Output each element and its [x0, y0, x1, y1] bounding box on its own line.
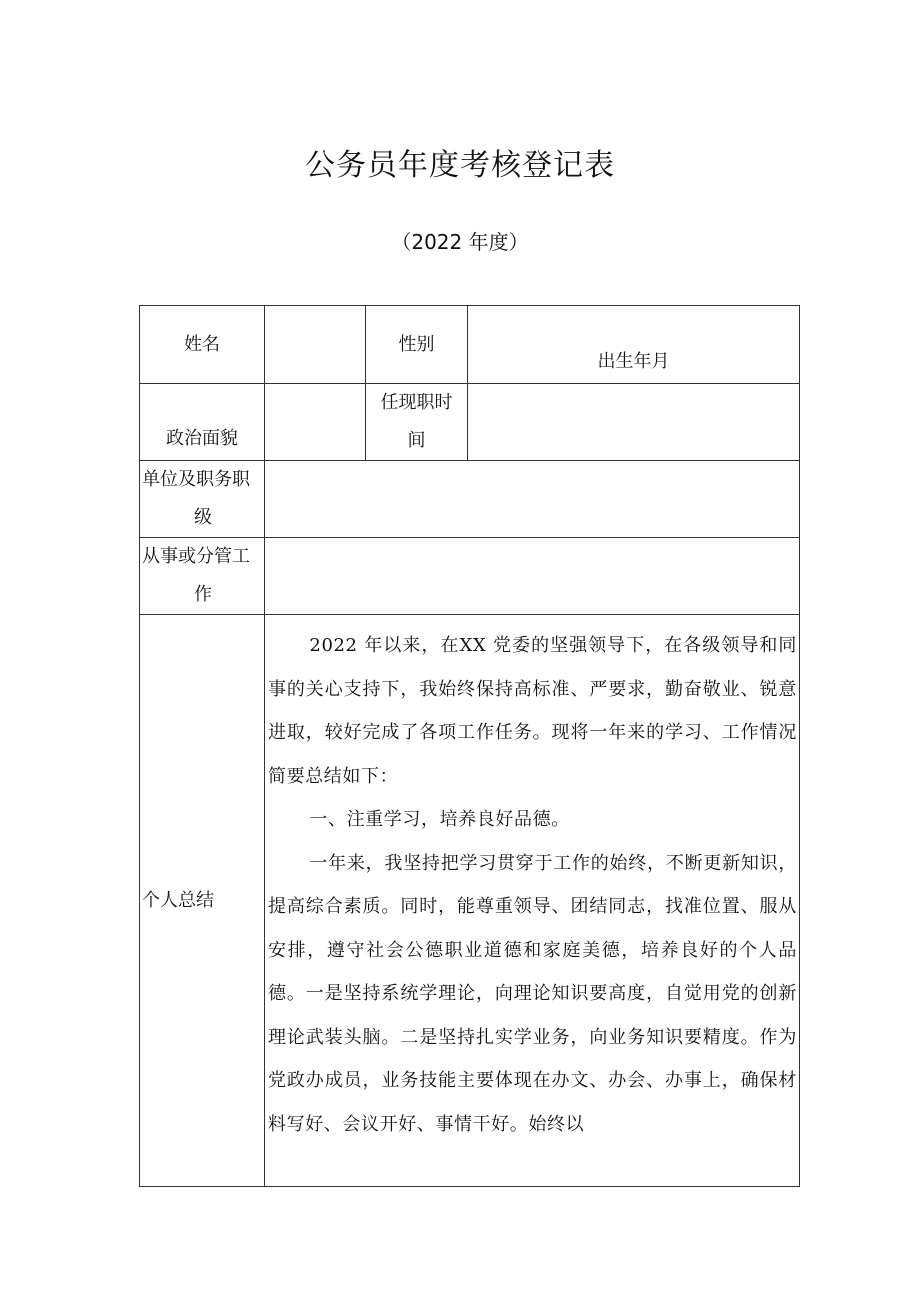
row-work-duties: [140, 538, 800, 615]
summary-paragraph: 一年来，我坚持把学习贯穿于工作的始终，不断更新知识，提高综合素质。同时，能尊重领导、团结同志，找准位置、服从安排，遵守社会公德职业道德和家庭美德，培养良好的个人品德。一是坚持系统学理论，向理论知识要高度，自觉用党的创新理论武装头脑。二是坚持扎实学业务，向业务知识要精度。作为党政办成员，业务技能主要体现在办文、办会、办事上，确保材料写好、会议开好、事情干好。始终以: [268, 852, 797, 1135]
row-personal-summary: [140, 615, 800, 1187]
tenure-label-line1: 任现职时: [380, 392, 453, 413]
summary-paragraph: 2022 年以来，在XX 党委的坚强领导下，在各级领导和同事的关心支持下，我始终保持高标准、严要求，勤奋敬业、锐意进取，较好完成了各项工作任务。现将一年来的学习、工作情况简要总结如下：: [268, 635, 797, 787]
work-duties-field[interactable]: [265, 538, 800, 615]
summary-paragraph: 一、注重学习，培养良好品德。: [309, 809, 570, 830]
document-title: 公务员年度考核登记表: [305, 148, 615, 183]
personal-summary-text[interactable]: [265, 615, 800, 1187]
document-subtitle: （2022 年度）: [391, 230, 529, 254]
political-status-field[interactable]: [265, 384, 366, 461]
gender-label: 性别: [366, 306, 468, 384]
political-status-label: 政治面貌: [140, 384, 265, 461]
birth-date-label: 出生年月: [468, 306, 800, 384]
unit-position-label: [140, 461, 265, 538]
unit-position-field[interactable]: [265, 461, 800, 538]
registration-form-table: [139, 305, 800, 1187]
personal-summary-label: 个人总结: [140, 615, 265, 1187]
tenure-field[interactable]: [468, 384, 800, 461]
work-duties-label-line2: 作: [194, 584, 212, 605]
row-political-tenure: [140, 384, 800, 461]
work-duties-label: [140, 538, 265, 615]
name-field[interactable]: [265, 306, 366, 384]
unit-position-label-line2: 级: [194, 507, 212, 528]
row-name-gender: [140, 306, 800, 384]
work-duties-label-line1: 从事或分管工: [142, 546, 250, 567]
name-label: 姓名: [140, 306, 265, 384]
unit-position-label-line1: 单位及职务职: [142, 469, 250, 490]
tenure-label-line2: 间: [407, 430, 426, 451]
row-unit-position: [140, 461, 800, 538]
tenure-label: [366, 384, 468, 461]
